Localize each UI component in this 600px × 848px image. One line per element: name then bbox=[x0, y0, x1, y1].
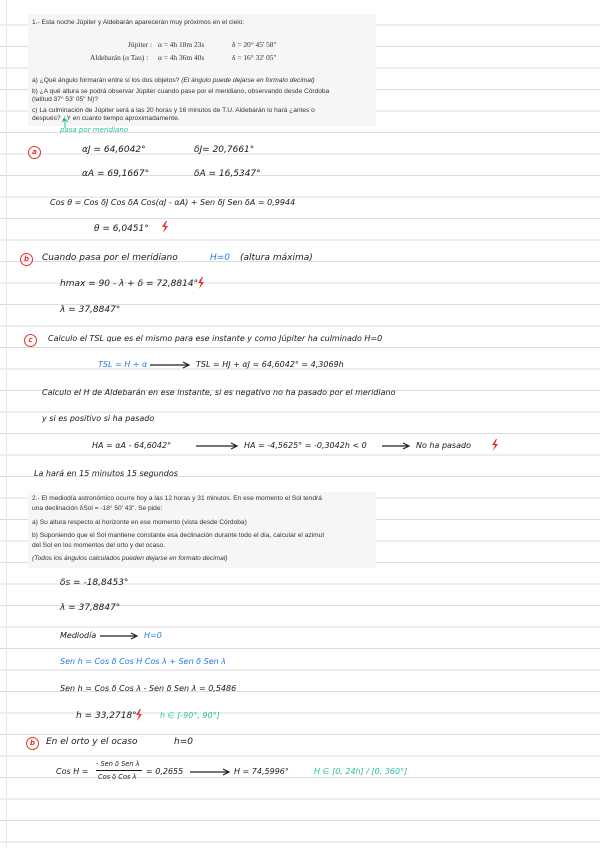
hmax-bolt-icon bbox=[196, 277, 206, 289]
part-a-marker: a bbox=[28, 146, 41, 159]
question-2a: a) Su altura respecto al horizonte en ese momento (vista desde Córdoba) bbox=[32, 519, 247, 526]
question-1a-note: (El ángulo puede dejarse en formato decimal) bbox=[181, 77, 315, 84]
ha-value: HA = -4,5625° = -0,3042h < 0 bbox=[244, 441, 367, 450]
aldebaran-label: Aldebarán (α Tau) : bbox=[90, 53, 149, 62]
problem-1-intro: 1.- Esta noche Júpiter y Aldebarán aparecerán muy próximos en el cielo: bbox=[32, 19, 245, 26]
hour-angle-result: H = 74,5996° bbox=[234, 767, 289, 776]
part-c-result: La hará en 15 minutos 15 segundos bbox=[34, 469, 178, 478]
theta-result: θ = 6,0451° bbox=[94, 224, 149, 234]
question-1a-text: a) ¿Qué ángulo formarán entre sí los dos objetos? bbox=[32, 77, 182, 84]
tsl-value: TSL = HJ + αJ = 64,6042° = 4,3069h bbox=[196, 360, 344, 369]
part-2b-marker: b bbox=[26, 737, 39, 750]
lambda-value: λ = 37,8847° bbox=[60, 305, 121, 315]
part-b-altitude-note: (altura máxima) bbox=[240, 253, 313, 263]
cos-theta-formula: Cos θ = Cos δJ Cos δA Cos(αJ - αA) + Sen δJ Sen δA = 0,9944 bbox=[50, 198, 296, 207]
problem-2-intro-1: 2.- El mediodía astronómico ocurre hoy a las 12 horas y 31 minutos. En ese momento el Sol tendrá bbox=[32, 495, 322, 502]
alpha-aldebaran: αA = 69,1667° bbox=[82, 169, 150, 179]
question-1c-line1: c) La culminación de Júpiter será a las 20 horas y 16 minutos de T.U. Aldebarán lo hará ¿antes o bbox=[32, 107, 315, 114]
part-c-text-3: y si es positivo si ha pasado bbox=[42, 414, 155, 423]
cos-h-denominator: Cos δ Cos λ bbox=[98, 773, 137, 781]
question-2b-line1: b) Suponiendo que el Sol mantiene constante esa declinación durante todo el día, calcular el azimut bbox=[32, 532, 325, 539]
margin-line bbox=[6, 0, 7, 848]
annotation-arrow-icon bbox=[60, 117, 70, 129]
result-bolt-icon bbox=[160, 221, 170, 233]
part-c-marker: c bbox=[24, 334, 37, 347]
h-range: h ∈ [-90°, 90°] bbox=[160, 711, 220, 720]
cos-h-numerator: - Sen δ Sen λ bbox=[96, 760, 140, 768]
sen-h-result: Sen h = Cos δ Cos λ - Sen δ Sen λ = 0,5486 bbox=[60, 684, 237, 693]
cos-h-arrow-icon bbox=[190, 768, 232, 776]
ha-bolt-icon bbox=[490, 439, 500, 451]
ha-arrow-icon-1 bbox=[196, 442, 240, 450]
delta-sun: δs = -18,8453° bbox=[60, 578, 129, 588]
question-1b-line1: b) ¿A qué altura se podrá observar Júpiter cuando pase por el meridiano, observando desde Córdoba bbox=[32, 88, 330, 95]
part-b-title: Cuando pasa por el meridiano bbox=[42, 253, 178, 263]
mediodia-label: Mediodía bbox=[60, 631, 97, 640]
problem-2-note: (Todos los ángulos calculados pueden dejarse en formato decimal) bbox=[32, 555, 228, 562]
annotation-pasa-por-meridiano: pasa por meridiano bbox=[60, 126, 129, 134]
mediodia-arrow-icon bbox=[100, 632, 140, 640]
delta-aldebaran: δA = 16,5347° bbox=[194, 169, 261, 179]
part-c-text-2: Calculo el H de Aldebarán en ese instante, si es negativo no ha pasado por el meridiano bbox=[42, 388, 396, 397]
jupiter-delta: δ = 20° 45' 58" bbox=[232, 40, 277, 49]
problem-2-intro-2: una declinación δSol = -18° 50' 43". Se pide: bbox=[32, 505, 163, 512]
tsl-arrow-icon bbox=[150, 361, 192, 369]
question-2b-line2: del Sol en los momentos del orto y del ocaso. bbox=[32, 542, 166, 549]
part-b-marker: b bbox=[20, 253, 33, 266]
h-bolt-icon bbox=[134, 709, 144, 721]
cos-h-lhs: Cos H = bbox=[56, 767, 89, 776]
tsl-formula: TSL = H + α bbox=[98, 360, 148, 369]
aldebaran-delta: δ = 16° 32' 05" bbox=[232, 53, 277, 62]
lambda-value-2: λ = 37,8847° bbox=[60, 603, 121, 613]
jupiter-alpha: α = 4h 18m 23s bbox=[158, 40, 205, 49]
part-b-h0: H=0 bbox=[210, 253, 231, 263]
cos-h-value: = 0,2655 bbox=[146, 767, 184, 776]
alpha-jupiter: αJ = 64,6042° bbox=[82, 145, 146, 155]
jupiter-label: Júpiter : bbox=[128, 40, 153, 49]
part-2b-title: En el orto y el ocaso bbox=[46, 737, 138, 747]
question-1a bbox=[32, 78, 315, 85]
question-1b-line2: (latitud 37° 53' 05" N)? bbox=[32, 96, 98, 103]
aldebaran-alpha: α = 4h 36m 40s bbox=[158, 53, 205, 62]
ha-arrow-icon-2 bbox=[382, 442, 412, 450]
altitude-formula: Sen h = Cos δ Cos H Cos λ + Sen δ Sen λ bbox=[60, 657, 226, 666]
part-c-text: Calculo el TSL que es el mismo para ese instante y como Júpiter ha culminado H=0 bbox=[48, 334, 383, 343]
ha-formula: HA = αA - 64,6042° bbox=[92, 441, 172, 450]
hour-angle-range: H ∈ [0, 24h] / [0, 360°] bbox=[314, 767, 408, 776]
ha-conclusion: No ha pasado bbox=[416, 441, 471, 450]
h-value: h = 33,2718° bbox=[76, 711, 137, 721]
question-1c-line2: después? ¿Y en cuanto tiempo aproximadamente. bbox=[32, 115, 180, 122]
part-2b-h0: h=0 bbox=[174, 737, 193, 747]
delta-jupiter: δJ= 20,7661° bbox=[194, 145, 255, 155]
hmax-formula: hmax = 90 - λ + δ = 72,8814° bbox=[60, 279, 199, 289]
fraction-bar bbox=[96, 770, 142, 771]
mediodia-h0: H=0 bbox=[144, 631, 162, 640]
